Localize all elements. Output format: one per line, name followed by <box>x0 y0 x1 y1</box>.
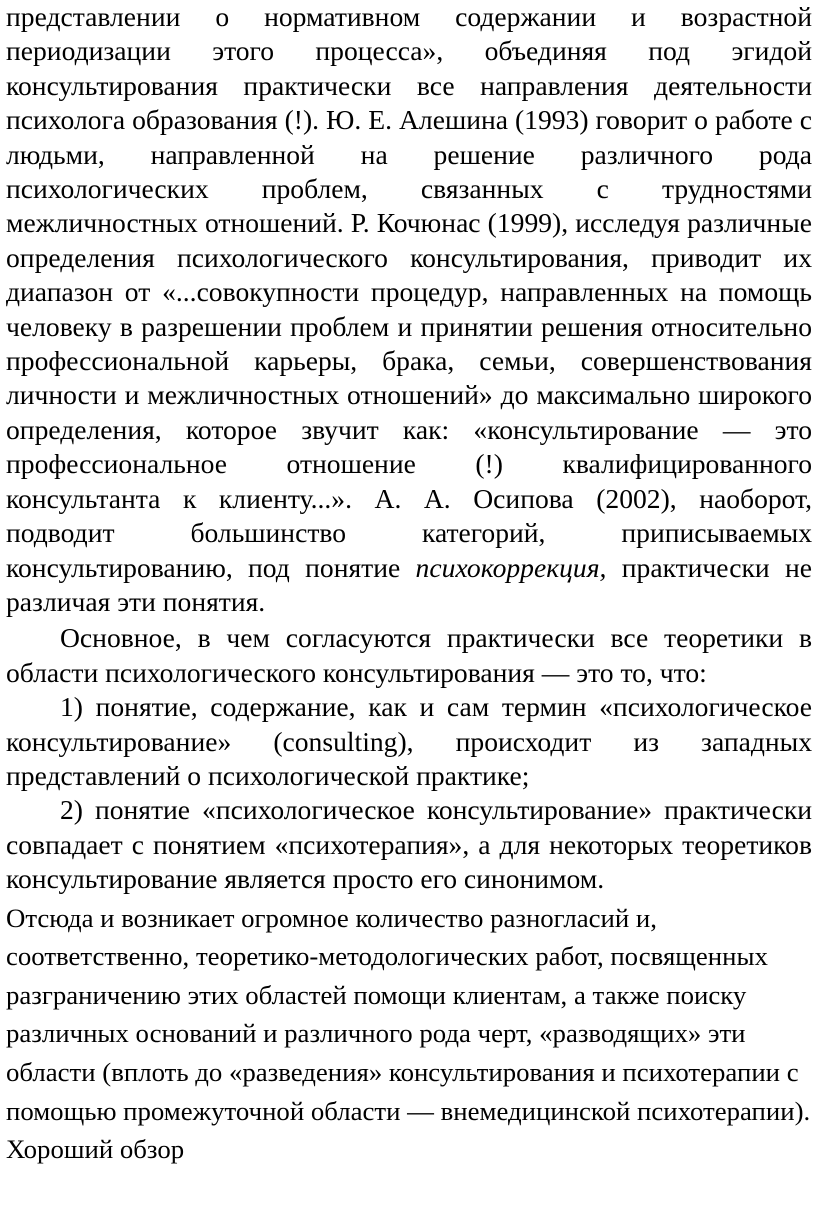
paragraph-1-text-b: практически не различая эти понятия. <box>6 551 812 617</box>
paragraph-1-text-a: представлении о нормативном содержании и возрастной периодизации этого процесса», объединяя под эгидой консультирования практически все направления деятельности психолога образования (!). Ю. Е. Алешина (1993) говорит о работе с людьми, направленной на решение различного рода психологических проблем, связанных с трудностями межличностных отношений. Р. Кочюнас (1999), исследуя различные определения психологического консультирования, приводит их диапазон от «...совокупности процедур, направленных на помощь человеку в разрешении проблем и принятии решения относительно профессиональной карьеры, брака, семьи, совершенствования личности и межличностных отношений» до максимально широкого определения, которое звучит как: «консультирование — это профессиональное отношение (!) квалифицированного консультанта к клиенту...». А. А. Осипова (2002), наоборот, подводит большинство категорий, приписываемых консультированию, под понятие <box>6 1 812 583</box>
list-item-2: 2) понятие «психологическое консультирование» практически совпадает с понятием «психотерапия», а для некоторых теоретиков консультирование является просто его синонимом. <box>6 794 812 895</box>
document-page <box>6 0 812 1169</box>
list-item-1: 1) понятие, содержание, как и сам термин «психологическое консультирование» (consulting), происходит из западных представлений о психологической практике; <box>6 691 812 791</box>
paragraph-1 <box>6 0 812 619</box>
paragraph-3: Отсюда и возникает огромное количество разногласий и, соответственно, теоретико-методологических работ, посвященных разграничению этих областей помощи клиентам, а также поиску различных оснований и различного рода черт, «разводящих» эти области (вплоть до «разведения» консультирования и психотерапии с помощью промежуточной области — внемедицинской психотерапии). Хороший обзор <box>6 902 811 1165</box>
paragraph-2: Основное, в чем согласуются практически все теоретики в области психологического консультирования — это то, что: <box>6 622 812 688</box>
paragraph-1-italic-term: психокоррекция, <box>415 551 607 583</box>
